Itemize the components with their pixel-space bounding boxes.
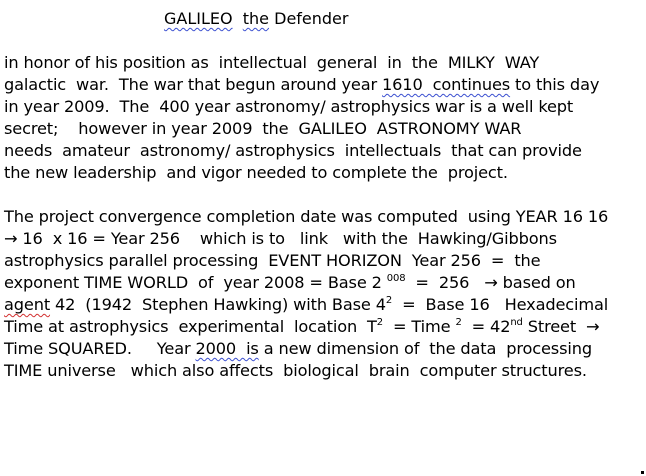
p2-l5-text-b: 42 (1942 Stephen Hawking) with Base 4 [50, 295, 386, 314]
p2-l6-text-d: Street → [522, 317, 600, 336]
paragraph-2-line-2: → 16 x 16 = Year 256 which is to link with the Hawking/Gibbons [4, 229, 557, 248]
title-word-galileo: GALILEO [164, 9, 233, 28]
paragraph-1-line-1: in honor of his position as intellectual general in the MILKY WAY [4, 53, 540, 72]
paragraph-2-line-7 [4, 338, 644, 360]
p2-l5-text-c: = Base 16 Hexadecimal [392, 295, 609, 314]
paragraph-2-line-3: astrophysics parallel processing EVENT HORIZON Year 256 = the [4, 251, 541, 270]
paragraph-1-line-3: in year 2009. The 400 year astronomy/ astrophysics war is a well kept [4, 97, 574, 116]
paragraph-2-line-6 [4, 316, 644, 338]
p2-l6-text-a: Time at astrophysics experimental location T [4, 317, 377, 336]
title-word-the: the [242, 9, 270, 28]
p2-l7-text-c: a new dimension of the data processing [258, 339, 592, 358]
paragraph-1-line-6: the new leadership and vigor needed to complete the project. [4, 163, 508, 182]
p2-l7-text-a: Time SQUARED. Year [4, 339, 196, 358]
p2-l7-flagged-text: 2000 is [195, 339, 259, 358]
p1-l2-text-a: galactic war. The war that begun around year [4, 75, 382, 94]
p2-l6-text-b: = Time [383, 317, 456, 336]
p2-l5-flagged-word: agent [4, 295, 51, 314]
p2-l4-superscript: 008 [386, 273, 406, 284]
paragraph-2 [4, 206, 644, 382]
title-word-defender: Defender [269, 9, 349, 28]
paragraph-2-line-1: The project convergence completion date was computed using YEAR 16 16 [4, 207, 609, 226]
p2-l6-superscript-2: 2 [455, 317, 462, 328]
p1-l2-text-c: to this day [510, 75, 600, 94]
paragraph-2-line-8: TIME universe which also affects biological brain computer structures. [4, 361, 587, 380]
p2-l6-superscript-3: nd [510, 317, 523, 328]
paragraph-1-line-5: needs amateur astronomy/ astrophysics intellectuals that can provide [4, 141, 582, 160]
page-corner-mark [641, 471, 644, 474]
paragraph-1-line-4: secret; however in year 2009 the GALILEO ASTRONOMY WAR [4, 119, 522, 138]
document-title [164, 8, 348, 30]
paragraph-2-line-4 [4, 272, 644, 294]
p1-l2-flagged-text: 1610 continues [382, 75, 511, 94]
p2-l4-text-b: = 256 → based on [405, 273, 576, 292]
paragraph-2-line-5 [4, 294, 644, 316]
p2-l6-text-c: = 42 [461, 317, 511, 336]
paragraph-1 [4, 52, 644, 184]
p2-l4-text-a: exponent TIME WORLD of year 2008 = Base 2 [4, 273, 387, 292]
p2-l6-superscript-1: 2 [376, 317, 384, 328]
p2-l5-superscript: 2 [385, 295, 393, 306]
paragraph-1-line-2 [4, 74, 644, 96]
